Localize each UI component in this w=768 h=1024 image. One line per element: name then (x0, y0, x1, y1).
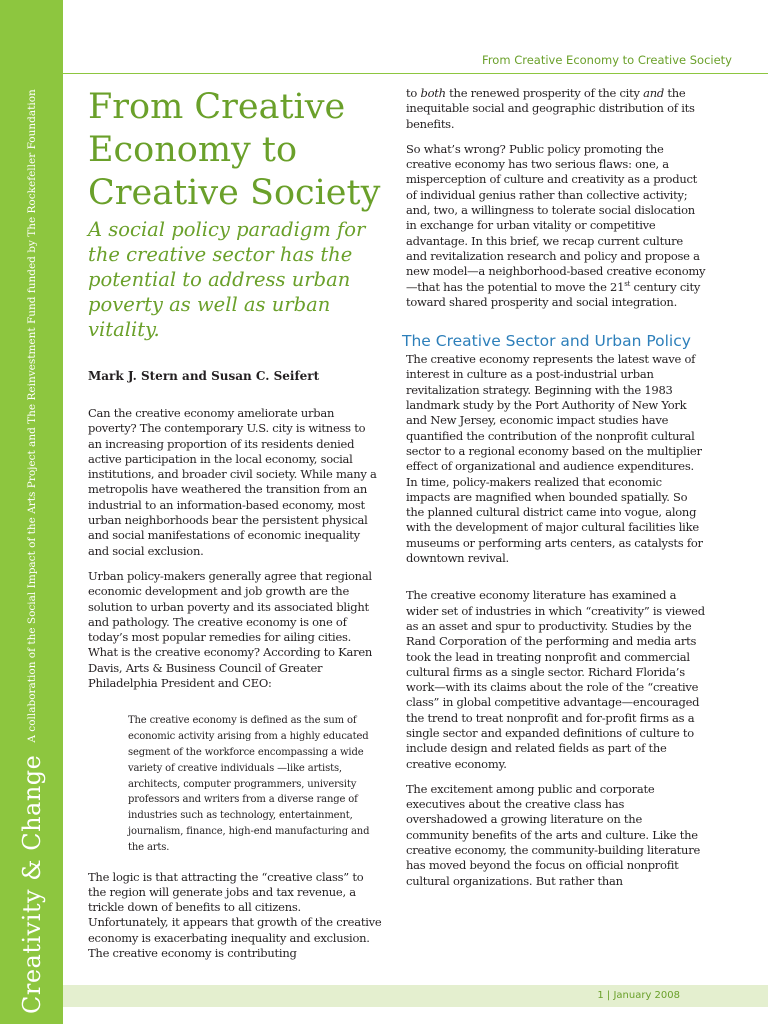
emphasis: and (643, 86, 664, 100)
emphasis: both (420, 86, 446, 100)
body-paragraph: So what’s wrong? Public policy promoting the creative economy has two serious flaws: one, a misperception of culture and creativity as a product of individual genius rather than collective activity; and, two, a willingness to tolerate social dislocation in exchange for urban vitality or competitive advantage. In this brief, we recap current culture and revitalization research and policy and propose a new model—a neighborhood-based creative economy—that has the potential to move the 21st century city toward shared prosperity and social integration. (406, 141, 706, 309)
left-column (88, 86, 382, 961)
body-paragraph: The creative economy represents the latest wave of interest in culture as a post-industrial urban revitalization strategy. Beginning with the 1983 landmark study by the Port Authority of New York and New Jersey, economic impact studies have quantified the contribution of the nonprofit cultural sector to a regional economy based on the multiplier effect of organizational and audience expenditures. In time, policy-makers realized that economic impacts are magnified when bounded spatially. So the planned cultural district came into vogue, along with the development of major cultural facilities like museums or performing arts centers, as catalysts for downtown revival. (406, 352, 703, 566)
sidebar-band (0, 0, 63, 1024)
body-paragraph: Urban policy-makers generally agree that regional economic development and job growth are the solution to urban poverty and its associated blight and pathology. The creative economy is one of today’s most popular remedies for ailing cities. What is the creative economy? According to Karen Davis, Arts & Business Council of Greater Philadelphia President and CEO: (88, 568, 373, 691)
running-head: From Creative Economy to Creative Society (482, 53, 732, 67)
section-heading: The Creative Sector and Urban Policy (402, 332, 691, 351)
series-brand: Creativity & Change (17, 754, 46, 1014)
title-line: Economy to (88, 130, 298, 170)
article-subtitle: A social policy paradigm for the creative sector has the potential to address urban poverty as well as urban vitality. (88, 218, 366, 341)
article-title (88, 86, 382, 215)
superscript: st (624, 279, 631, 288)
body-paragraph: to both the renewed prosperity of the city and the inequitable social and geographic distribution of its benefits. (406, 86, 695, 131)
body-paragraph: The creative economy literature has examined a wider set of industries in which “creativity” is viewed as an asset and spur to productivity. Studies by the Rand Corporation of the performing and media arts took the lead in treating nonprofit and commercial cultural firms as a single sector. Richard Florida’s work—with its claims about the role of the “creative class” in global competitive advantage—encouraged the trend to treat nonprofit and for-profit firms as a single sector and expanded definitions of culture to include design and related fields as part of the creative economy. (406, 588, 705, 771)
collaboration-credit: A collaboration of the Social Impact of the Arts Project and The Reinvestment Fund funded by The Rockefeller Foundation (25, 89, 38, 743)
title-line: From Creative (88, 87, 346, 127)
body-paragraph: The logic is that attracting the “creative class” to the region will generate jobs and tax revenue, a trickle down of benefits to all citizens. Unfortunately, it appears that growth of the creative economy is exacerbating inequality and exclusion. The creative economy is contributing (88, 869, 382, 960)
article-authors: Mark J. Stern and Susan C. Seifert (88, 369, 320, 383)
page-footer: 1 | January 2008 (597, 990, 680, 1001)
body-paragraph: Can the creative economy ameliorate urban poverty? The contemporary U.S. city is witness to an increasing proportion of its residents denied active participation in the local economy, social institutions, and broader civil society. While many a metropolis have weathered the transition from an industrial to an information-based economy, most urban neighborhoods bear the persistent physical and social manifestations of economic inequality and social exclusion. (88, 406, 377, 558)
body-paragraph: The excitement among public and corporate executives about the creative class has overshadowed a growing literature on the community benefits of the arts and culture. Like the creative economy, the community-building literature has moved beyond the focus on official nonprofit cultural organizations. But rather than (406, 781, 701, 888)
title-line: Creative Society (88, 173, 381, 213)
sidebar-text (0, 0, 63, 1024)
header-rule (63, 73, 768, 74)
right-column (402, 86, 706, 889)
block-quote: The creative economy is defined as the sum of economic activity arising from a highly educated segment of the workforce encompassing a wide variety of creative individuals —like artists, architects, computer programmers, university professors and writers from a diverse range of industries such as technology, entertainment, journalism, finance, high-end manufacturing and the arts. (128, 715, 370, 853)
